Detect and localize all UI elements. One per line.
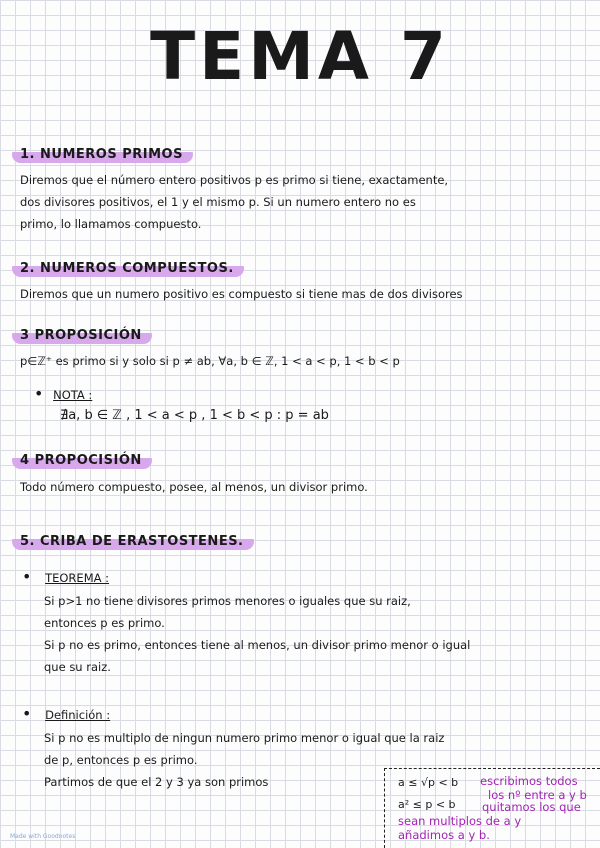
bullet-dot: •: [22, 704, 32, 723]
text-line: de p, entonces p es primo.: [44, 753, 198, 767]
note-line: añadimos a y b.: [398, 828, 490, 842]
note-line: quitamos los que: [482, 800, 581, 814]
section-body-2: [20, 283, 463, 305]
section-heading-1: 1. NUMEROS PRIMOS: [12, 146, 193, 163]
section-body-3: [20, 350, 400, 372]
section-body-4: [20, 476, 368, 498]
dashed-top-border: [384, 768, 600, 769]
note-label: NOTA :: [53, 388, 93, 402]
note-line: sean multiplos de a y: [398, 814, 522, 828]
section-heading-3: 3 PROPOSICIÓN: [12, 327, 152, 344]
text-line: que su raiz.: [44, 660, 111, 674]
note-line: los nº entre a y b: [488, 788, 587, 802]
text-line: Todo número compuesto, posee, al menos, un divisor primo.: [20, 480, 368, 494]
definition-bullet: [22, 703, 110, 726]
text-line: Si p no es primo, entonces tiene al menos, un divisor primo menor o igual: [44, 638, 471, 652]
text-line: Si p>1 no tiene divisores primos menores o iguales que su raiz,: [44, 594, 411, 608]
dashed-divider: [384, 768, 385, 848]
text-line: Si p no es multiplo de ningun numero primo menor o igual que la raiz: [44, 731, 445, 745]
text-line: Diremos que el número entero positivos p es primo si tiene, exactamente,: [20, 173, 449, 187]
definition-label: Definición :: [45, 708, 111, 722]
note-bullet: [34, 383, 92, 406]
text-line: primo, lo llamamos compuesto.: [20, 217, 202, 231]
definition-last-line: Partimos de que el 2 y 3 ya son primos: [44, 775, 269, 789]
formula-sqrt: a ≤ √p < b: [398, 776, 459, 789]
note-line: ∄a, b ∈ ℤ , 1 < a < p , 1 < b < p : p = ab: [60, 408, 329, 423]
text-line: dos divisores positivos, el 1 y el mismo p. Si un numero entero no es: [20, 195, 416, 209]
text-line: entonces p es primo.: [44, 616, 165, 630]
definition-body: [44, 727, 444, 771]
formula-square: a² ≤ p < b: [398, 798, 456, 811]
page-title: TEMA 7: [150, 18, 450, 95]
note-line: escribimos todos: [480, 774, 578, 788]
theorem-bullet: [22, 566, 109, 589]
section-heading-2: 2. NUMEROS COMPUESTOS.: [12, 260, 244, 277]
text-line: p∈ℤ⁺ es primo si y solo si p ≠ ab, ∀a, b ∈ ℤ, 1 < a < p, 1 < b < p: [20, 354, 400, 368]
bullet-dot: •: [22, 567, 32, 586]
goodnotes-logo: Made with Goodnotes: [10, 833, 76, 840]
section-heading-4: 4 PROPOCISIÓN: [12, 452, 152, 469]
text-line: Diremos que un numero positivo es compuesto si tiene mas de dos divisores: [20, 287, 463, 301]
section-body-1: [20, 169, 448, 235]
section-heading-5: 5. CRIBA DE ERASTOSTENES.: [12, 533, 254, 550]
bullet-dot: •: [34, 384, 44, 403]
theorem-label: TEOREMA :: [45, 571, 110, 585]
theorem-body: [44, 590, 470, 678]
